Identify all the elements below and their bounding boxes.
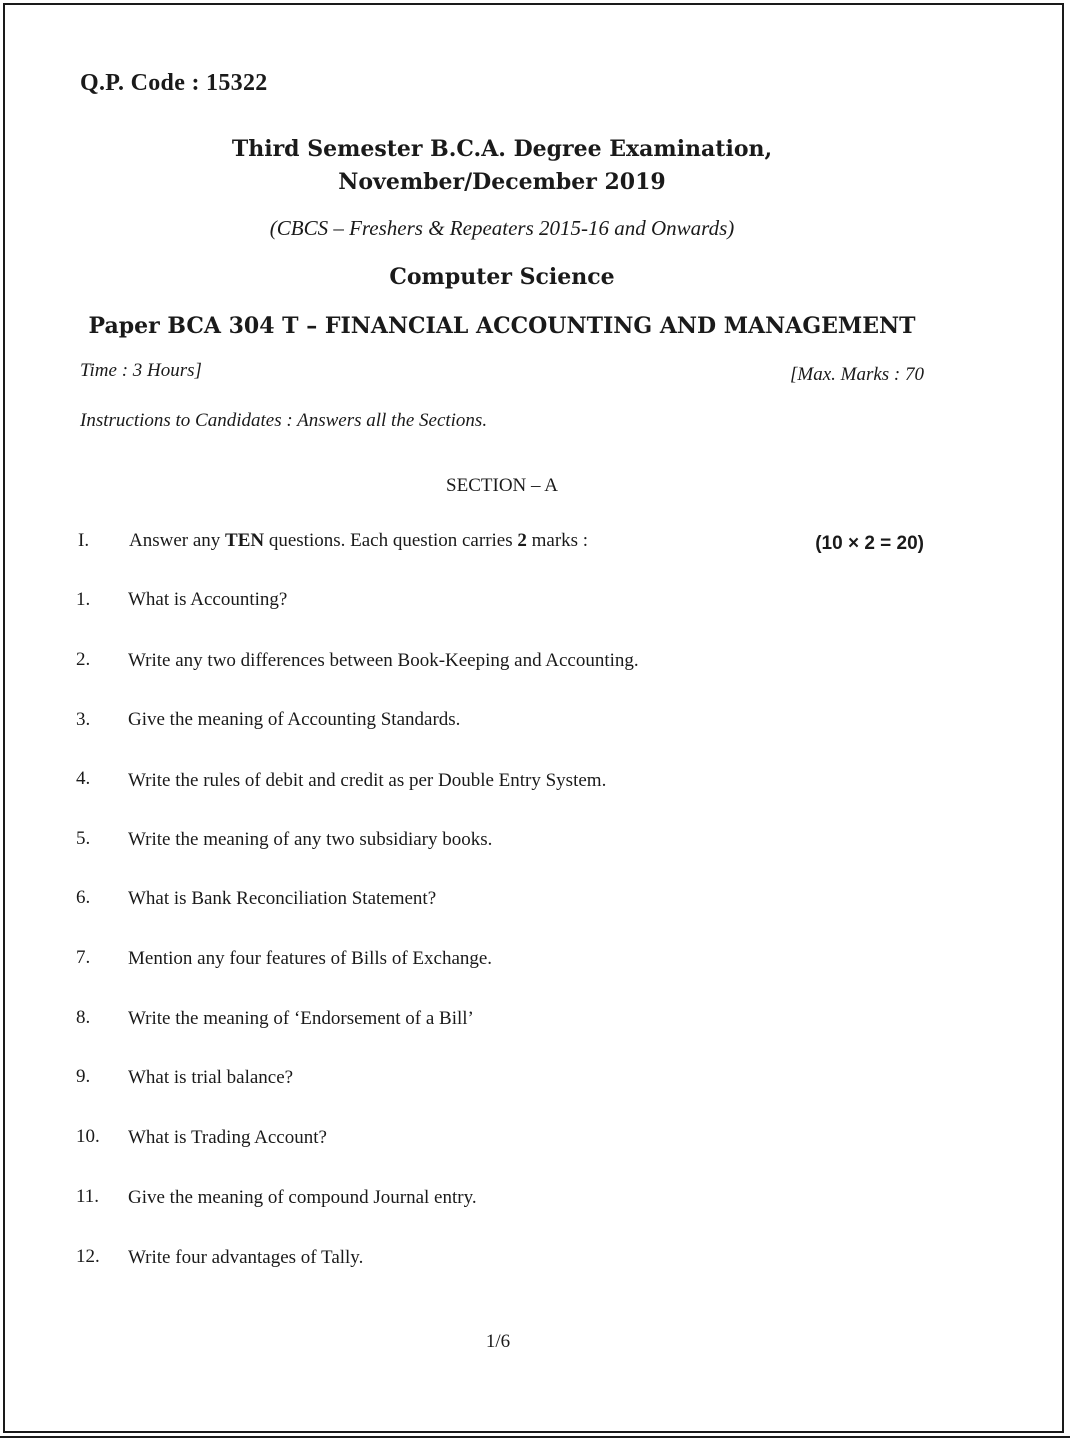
part-instruction xyxy=(129,530,588,552)
section-marks: (10 × 2 = 20) xyxy=(815,533,924,554)
instructions: Instructions to Candidates : Answers all the Sections. xyxy=(80,410,488,431)
bottom-rule xyxy=(0,1436,1070,1438)
scheme-subtitle: (CBCS – Freshers & Repeaters 2015-16 and Onwards) xyxy=(269,216,735,240)
part-prefix: Answer any xyxy=(129,530,226,551)
question-number: 1. xyxy=(76,589,91,610)
question-text: Give the meaning of compound Journal entry. xyxy=(128,1187,477,1208)
question-text: Give the meaning of Accounting Standards. xyxy=(128,709,461,730)
question-number: 3. xyxy=(76,709,91,730)
question-number: 5. xyxy=(76,828,91,849)
part-count: TEN xyxy=(225,530,265,551)
part-number: I. xyxy=(78,530,90,551)
part-suffix: marks : xyxy=(526,530,589,551)
question-number: 10. xyxy=(76,1126,100,1147)
paper-title: Paper BCA 304 T – FINANCIAL ACCOUNTING AND MANAGEMENT xyxy=(88,313,916,339)
question-text: What is Bank Reconciliation Statement? xyxy=(128,888,437,909)
question-text: Write four advantages of Tally. xyxy=(128,1247,364,1268)
question-number: 9. xyxy=(76,1066,91,1087)
question-number: 2. xyxy=(76,649,91,670)
section-title: SECTION – A xyxy=(446,475,558,496)
question-text: Write any two differences between Book-Keeping and Accounting. xyxy=(128,650,639,671)
question-number: 6. xyxy=(76,887,91,908)
question-text: What is Trading Account? xyxy=(128,1127,327,1148)
part-marks-each: 2 xyxy=(517,530,527,551)
exam-title: Third Semester B.C.A. Degree Examination, xyxy=(231,136,773,162)
question-number: 12. xyxy=(76,1246,100,1267)
question-text: What is trial balance? xyxy=(128,1067,294,1088)
max-marks: [Max. Marks : 70 xyxy=(789,364,924,385)
question-text: Mention any four features of Bills of Exchange. xyxy=(128,948,493,969)
question-text: Write the meaning of ‘Endorsement of a Bill’ xyxy=(128,1008,474,1029)
qp-code: Q.P. Code : 15322 xyxy=(80,70,268,96)
time-allowed: Time : 3 Hours] xyxy=(80,360,202,381)
question-text: Write the meaning of any two subsidiary books. xyxy=(128,829,493,850)
question-text: What is Accounting? xyxy=(128,589,288,610)
question-number: 7. xyxy=(76,947,91,968)
question-number: 11. xyxy=(76,1186,100,1207)
question-text: Write the rules of debit and credit as per Double Entry System. xyxy=(128,770,607,791)
question-number: 4. xyxy=(76,768,91,789)
question-number: 8. xyxy=(76,1007,91,1028)
subject-title: Computer Science xyxy=(389,264,615,290)
page-number: 1/6 xyxy=(485,1331,511,1352)
exam-session: November/December 2019 xyxy=(338,169,666,195)
part-mid: questions. Each question carries xyxy=(264,530,518,551)
